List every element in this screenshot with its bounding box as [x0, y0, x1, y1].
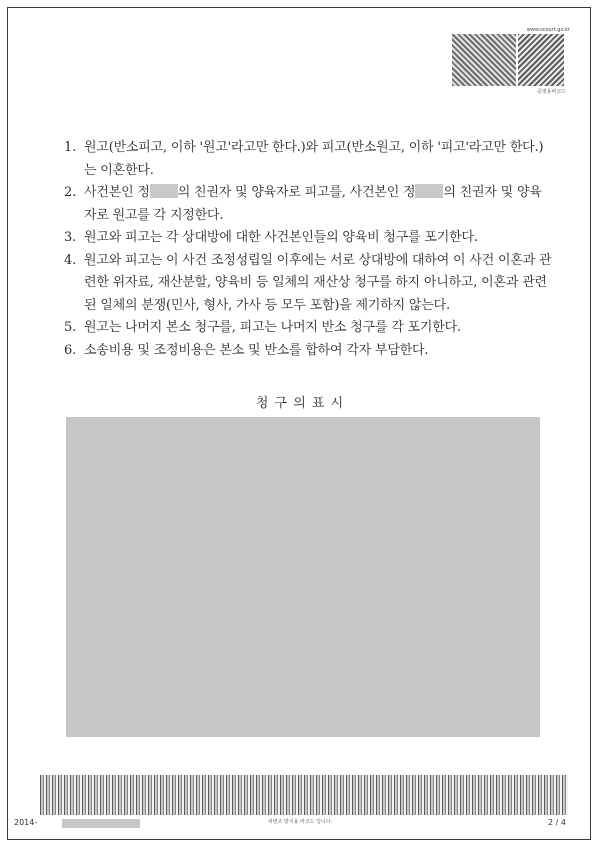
page-number: 2 / 4 — [548, 818, 566, 827]
ruling-item-4 — [64, 250, 554, 318]
barcode-notice: 위변조 방지용 바코드 입니다. — [267, 819, 333, 825]
ruling-item-3 — [64, 227, 554, 250]
item-text-part: 의 친권자 및 양육자로 원고를 각 지정한다. — [84, 185, 542, 223]
item-text-part: 의 친권자 및 양육자로 피고를, 사건본인 정 — [177, 185, 416, 200]
item-number: 1. — [64, 140, 77, 155]
item-text — [84, 182, 554, 227]
item-number: 2. — [64, 185, 77, 200]
barcode-caption: 증명용바코드 — [537, 89, 566, 95]
redacted-name — [415, 184, 443, 198]
footer — [0, 818, 600, 830]
ruling-items — [64, 137, 554, 362]
section-title: 청 구 의 표 시 — [255, 396, 345, 411]
site-url: www.scourt.go.kr — [526, 27, 570, 33]
redacted-block — [66, 417, 540, 737]
ruling-item-1 — [64, 137, 554, 182]
anti-forgery-barcode — [40, 775, 568, 815]
ruling-item-6 — [64, 340, 554, 363]
ruling-item-2 — [64, 182, 554, 227]
item-number: 6. — [64, 342, 77, 358]
verification-barcode-right — [518, 34, 564, 86]
case-number-prefix: 2014- — [14, 818, 38, 827]
item-text: 원고와 피고는 이 사건 조정성립일 이후에는 서로 상대방에 대하여 이 사건 이혼과 관련한 위자료, 재산분할, 양육비 등 일체의 재산상 청구를 하지 아니하고, 이혼과 관련된 일체의 분쟁(민사, 형사, 가사 등 모두 포함)을 제기하지 않는다. — [84, 252, 552, 313]
item-text: 소송비용 및 조정비용은 본소 및 반소를 합하여 각자 부담한다. — [84, 342, 429, 358]
item-text-part: 사건본인 정 — [84, 185, 150, 200]
redacted-name — [150, 184, 178, 198]
ruling-item-5 — [64, 317, 554, 340]
item-text: 원고와 피고는 각 상대방에 대한 사건본인들의 양육비 청구를 포기한다. — [84, 230, 478, 245]
item-text: 원고는 나머지 본소 청구를, 피고는 나머지 반소 청구를 각 포기한다. — [84, 320, 461, 335]
item-number: 4. — [64, 252, 77, 268]
item-number: 5. — [64, 320, 77, 335]
item-number: 3. — [64, 230, 77, 245]
item-text: 원고(반소피고, 이하 '원고'라고만 한다.)와 피고(반소원고, 이하 '피고'라고만 한다.) 는 이혼한다. — [84, 140, 544, 178]
verification-barcode-left — [452, 34, 516, 86]
